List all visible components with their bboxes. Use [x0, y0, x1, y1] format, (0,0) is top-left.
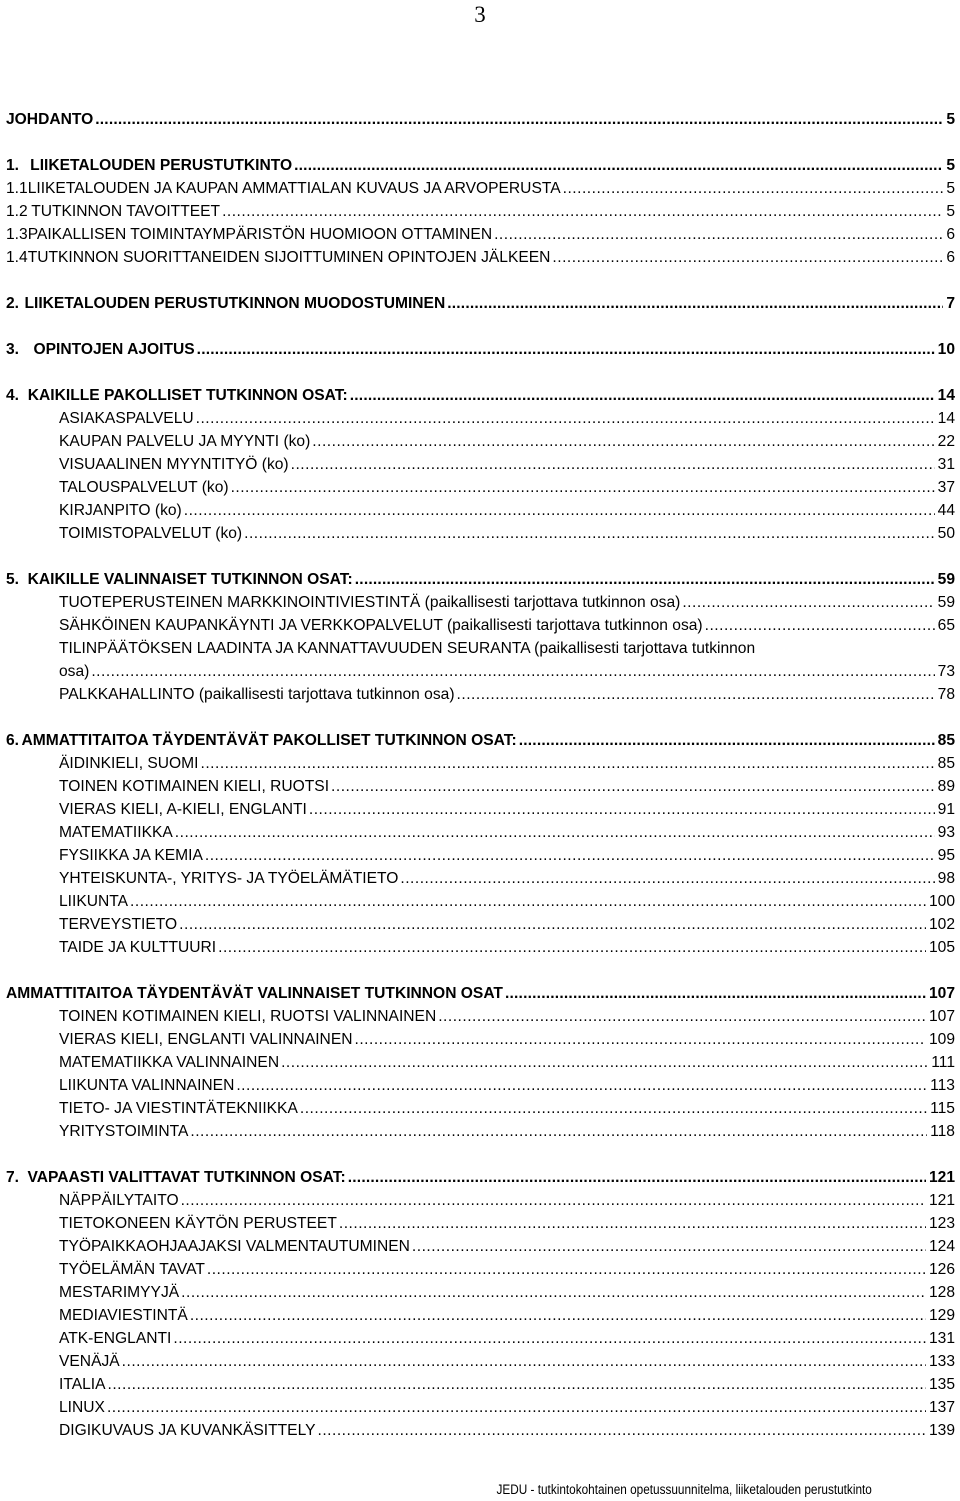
- toc-entry-page: 137: [928, 1399, 955, 1416]
- toc-leader-dots: [218, 937, 926, 959]
- toc-entry-title: TIETO- JA VIESTINTÄTEKNIIKKA: [59, 1100, 298, 1117]
- toc-entry-page: 78: [937, 686, 955, 703]
- toc-entry[interactable]: [59, 868, 955, 890]
- toc-entry[interactable]: [59, 1006, 955, 1028]
- toc-leader-dots: [354, 1029, 925, 1051]
- toc-entry-page: 10: [937, 341, 955, 358]
- toc-entry-title: TUTKINNON TAVOITTEET: [31, 203, 221, 220]
- toc-entry-page: 128: [928, 1284, 955, 1301]
- toc-entry-title: VAPAASTI VALITTAVAT TUTKINNON OSAT:: [27, 1169, 346, 1186]
- toc-leader-dots: [181, 1190, 926, 1212]
- toc-entry[interactable]: [59, 431, 955, 453]
- toc-entry-title: VIERAS KIELI, ENGLANTI VALINNAINEN: [59, 1031, 353, 1048]
- toc-entry-number: 7.: [6, 1169, 20, 1186]
- toc-leader-dots: [175, 822, 935, 844]
- page-number: 3: [474, 2, 486, 27]
- toc-entry-title: LINUX: [59, 1399, 105, 1416]
- toc-entry-title: TOIMISTOPALVELUT (ko): [59, 525, 243, 542]
- toc-entry[interactable]: [6, 293, 955, 315]
- toc-entry-number: 1.2: [6, 203, 28, 220]
- toc-entry-page: 121: [928, 1169, 955, 1186]
- toc-entry-title: ITALIA: [59, 1376, 106, 1393]
- toc-entry[interactable]: [6, 730, 955, 752]
- toc-entry-page: 85: [937, 755, 955, 772]
- toc-entry[interactable]: [6, 569, 955, 591]
- toc-leader-dots: [231, 477, 935, 499]
- toc-leader-dots: [236, 1075, 927, 1097]
- toc-entry-page: 93: [937, 824, 955, 841]
- toc-entry-title: TYÖPAIKKAOHJAAJAKSI VALMENTAUTUMINEN: [59, 1238, 410, 1255]
- toc-entry-title: osa): [59, 663, 90, 680]
- toc-entry-number: 6.: [6, 732, 20, 749]
- toc-leader-dots: [505, 983, 926, 1005]
- toc-leader-dots: [400, 868, 934, 890]
- toc-entry-page: 6: [946, 249, 955, 266]
- toc-leader-dots: [244, 523, 935, 545]
- toc-leader-dots: [281, 1052, 928, 1074]
- toc-leader-dots: [197, 339, 935, 361]
- toc-entry[interactable]: [59, 615, 955, 637]
- toc-leader-dots: [184, 500, 935, 522]
- toc-entry-title: TAIDE JA KULTTUURI: [59, 939, 217, 956]
- toc-entry-page: 121: [928, 1192, 955, 1209]
- toc-entry[interactable]: [59, 1259, 955, 1281]
- toc-leader-dots: [173, 1328, 926, 1350]
- toc-leader-dots: [519, 730, 935, 752]
- toc-entry-title: VENÄJÄ: [59, 1353, 120, 1370]
- toc-leader-dots: [196, 408, 935, 430]
- toc-entry-title: TERVEYSTIETO: [59, 916, 178, 933]
- toc-leader-dots: [447, 293, 943, 315]
- toc-entry[interactable]: [59, 1420, 955, 1442]
- toc-leader-dots: [201, 753, 935, 775]
- toc-entry-page: 133: [928, 1353, 955, 1370]
- toc-entry[interactable]: [59, 937, 955, 959]
- toc-entry-title: MATEMATIIKKA: [59, 824, 173, 841]
- toc-entry[interactable]: [6, 155, 955, 177]
- toc-leader-dots: [108, 1374, 926, 1396]
- toc-entry[interactable]: [59, 661, 955, 683]
- toc-leader-dots: [222, 201, 943, 223]
- toc-entry[interactable]: [59, 1121, 955, 1143]
- toc-entry-page: 111: [931, 1054, 955, 1071]
- toc-leader-dots: [291, 454, 935, 476]
- toc-leader-dots: [294, 155, 943, 177]
- toc-entry-title: YRITYSTOIMINTA: [59, 1123, 189, 1140]
- toc-entry[interactable]: [59, 776, 955, 798]
- toc-entry[interactable]: [59, 408, 955, 430]
- toc-entry-title: KAUPAN PALVELU JA MYYNTI (ko): [59, 433, 311, 450]
- toc-entry-page: 6: [946, 226, 955, 243]
- toc-entry[interactable]: [59, 914, 955, 936]
- toc-leader-dots: [190, 1305, 926, 1327]
- toc-leader-dots: [122, 1351, 926, 1373]
- toc-entry-page: 102: [928, 916, 955, 933]
- toc-entry[interactable]: [59, 592, 955, 614]
- toc-entry-title: OPINTOJEN AJOITUS: [33, 341, 195, 358]
- toc-entry-page: 107: [928, 985, 955, 1002]
- toc-entry[interactable]: [59, 1236, 955, 1258]
- toc-entry[interactable]: [59, 1213, 955, 1235]
- toc-leader-dots: [181, 1282, 926, 1304]
- toc-entry[interactable]: [59, 684, 955, 706]
- toc-leader-dots: [107, 1397, 926, 1419]
- toc-leader-dots: [457, 684, 935, 706]
- toc-entry-page: 98: [937, 870, 955, 887]
- toc-entry-page: 89: [937, 778, 955, 795]
- toc-entry-page: 31: [937, 456, 955, 473]
- toc-entry-title: PALKKAHALLINTO (paikallisesti tarjottava tutkinnon osa): [59, 686, 455, 703]
- toc-entry-page: 65: [937, 617, 955, 634]
- toc-entry-page: 5: [946, 111, 955, 128]
- toc-entry-title: VISUAALINEN MYYNTITYÖ (ko): [59, 456, 289, 473]
- toc-entry-page: 126: [928, 1261, 955, 1278]
- toc-entry[interactable]: [6, 983, 955, 1005]
- toc-entry-page: 139: [928, 1422, 955, 1439]
- toc-entry[interactable]: [6, 178, 955, 200]
- toc-entry-title: LIIKETALOUDEN PERUSTUTKINTO: [30, 157, 293, 174]
- toc-entry-page: 14: [937, 410, 955, 427]
- toc-leader-dots: [312, 431, 934, 453]
- toc-entry-title: ASIAKASPALVELU: [59, 410, 194, 427]
- toc-entry[interactable]: [6, 109, 955, 131]
- toc-entry-title: LIIKETALOUDEN PERUSTUTKINNON MUODOSTUMINEN: [24, 295, 446, 312]
- toc-leader-dots: [350, 385, 935, 407]
- toc-entry-page: 131: [928, 1330, 955, 1347]
- footer-text: JEDU - tutkintokohtainen opetussuunnitelma, liiketalouden perustutkinto: [496, 1482, 872, 1497]
- toc-entry-title: MEDIAVIESTINTÄ: [59, 1307, 188, 1324]
- toc-entry-title: KAIKILLE VALINNAISET TUTKINNON OSAT:: [27, 571, 353, 588]
- toc-entry-title-line1: TILINPÄÄTÖKSEN LAADINTA JA KANNATTAVUUDEN SEURANTA (paikallisesti tarjottava tutkinnon: [59, 640, 756, 657]
- toc-entry-page: 7: [946, 295, 955, 312]
- toc-entry-page: 95: [937, 847, 955, 864]
- toc-leader-dots: [438, 1006, 926, 1028]
- toc-entry[interactable]: [59, 1098, 955, 1120]
- toc-entry-page: 5: [946, 203, 955, 220]
- toc-entry-page: 5: [946, 157, 955, 174]
- toc-leader-dots: [300, 1098, 927, 1120]
- toc-entry-title: TOINEN KOTIMAINEN KIELI, RUOTSI: [59, 778, 330, 795]
- toc-entry-number: 1.: [6, 157, 20, 174]
- toc-entry-title: LIIKUNTA VALINNAINEN: [59, 1077, 235, 1094]
- toc-entry[interactable]: [59, 822, 955, 844]
- toc-entry[interactable]: [59, 523, 955, 545]
- toc-entry-page: 91: [937, 801, 955, 818]
- toc-entry-number: 3.: [6, 341, 20, 358]
- toc-entry-page: 135: [928, 1376, 955, 1393]
- toc-entry-title: TUOTEPERUSTEINEN MARKKINOINTIVIESTINTÄ (paikallisesti tarjottava tutkinnon osa): [59, 594, 681, 611]
- toc-entry-page: 44: [937, 502, 955, 519]
- toc-entry-page: 107: [928, 1008, 955, 1025]
- toc-entry-page: 129: [928, 1307, 955, 1324]
- toc-entry-title: AMMATTITAITOA TÄYDENTÄVÄT VALINNAISET TUTKINNON OSAT: [6, 985, 503, 1002]
- toc-entry-title: VIERAS KIELI, A-KIELI, ENGLANTI: [59, 801, 307, 818]
- toc-entry[interactable]: [59, 1075, 955, 1097]
- toc-leader-dots: [207, 1259, 926, 1281]
- toc-entry-page: 115: [930, 1100, 955, 1117]
- toc-entry-title: FYSIIKKA JA KEMIA: [59, 847, 203, 864]
- toc-entry-title: TIETOKONEEN KÄYTÖN PERUSTEET: [59, 1215, 337, 1232]
- toc-entry-number: 4.: [6, 387, 20, 404]
- toc-entry-title: SÄHKÖINEN KAUPANKÄYNTI JA VERKKOPALVELUT (paikallisesti tarjottava tutkinnon osa): [59, 617, 703, 634]
- toc-entry-title: MATEMATIIKKA VALINNAINEN: [59, 1054, 280, 1071]
- toc-entry[interactable]: [59, 500, 955, 522]
- toc-entry[interactable]: [6, 201, 955, 223]
- toc-entry-title: TALOUSPALVELUT (ko): [59, 479, 229, 496]
- toc-leader-dots: [190, 1121, 927, 1143]
- toc-leader-dots: [494, 224, 943, 246]
- toc-entry-title: LIIKETALOUDEN JA KAUPAN AMMATTIALAN KUVAUS JA ARVOPERUSTA: [27, 180, 561, 197]
- toc-entry-page: 5: [946, 180, 955, 197]
- toc-leader-dots: [682, 592, 934, 614]
- toc-entry[interactable]: [6, 1167, 955, 1189]
- toc-leader-dots: [331, 776, 935, 798]
- toc-entry-number: 1.1: [6, 180, 28, 197]
- toc-entry[interactable]: [59, 1305, 955, 1327]
- toc-entry-title: MESTARIMYYJÄ: [59, 1284, 180, 1301]
- toc-entry-number: 5.: [6, 571, 20, 588]
- toc-leader-dots: [309, 799, 935, 821]
- toc-entry[interactable]: [59, 477, 955, 499]
- toc-entry-page: 14: [937, 387, 955, 404]
- toc-entry-page: 50: [937, 525, 955, 542]
- toc-entry[interactable]: [59, 753, 955, 775]
- toc-leader-dots: [179, 914, 926, 936]
- toc-entry-title: TOINEN KOTIMAINEN KIELI, RUOTSI VALINNAINEN: [59, 1008, 437, 1025]
- toc-entry-title: ATK-ENGLANTI: [59, 1330, 172, 1347]
- toc-entry[interactable]: [59, 1351, 955, 1373]
- toc-entry[interactable]: [6, 247, 955, 269]
- toc-entry-page: 22: [937, 433, 955, 450]
- toc-entry-title: DIGIKUVAUS JA KUVANKÄSITTELY: [59, 1422, 316, 1439]
- toc-entry-title: NÄPPÄILYTAITO: [59, 1192, 179, 1209]
- toc-entry[interactable]: [6, 339, 955, 361]
- toc-leader-dots: [95, 109, 943, 131]
- toc-entry-page: 59: [937, 571, 955, 588]
- toc-entry-page: 113: [930, 1077, 955, 1094]
- toc-entry-number: 1.4: [6, 249, 28, 266]
- toc-entry[interactable]: [59, 1328, 955, 1350]
- toc-entry-title: LIIKUNTA: [59, 893, 129, 910]
- toc-entry-number: 1.3: [6, 226, 28, 243]
- toc-entry[interactable]: [59, 1374, 955, 1396]
- toc-entry[interactable]: [59, 454, 955, 476]
- toc-entry[interactable]: [59, 1190, 955, 1212]
- toc-entry-page: 118: [930, 1123, 955, 1140]
- toc-leader-dots: [563, 178, 944, 200]
- toc-leader-dots: [205, 845, 935, 867]
- toc-leader-dots: [318, 1420, 926, 1442]
- toc-entry[interactable]: [59, 1397, 955, 1419]
- toc-entry-title: TYÖELÄMÄN TAVAT: [59, 1261, 205, 1278]
- page-footer: [84, 1482, 929, 1497]
- toc-entry-title: AMMATTITAITOA TÄYDENTÄVÄT PAKOLLISET TUTKINNON OSAT:: [21, 732, 517, 749]
- toc-entry[interactable]: [59, 1029, 955, 1051]
- toc-entry-title: KIRJANPITO (ko): [59, 502, 182, 519]
- toc-entry[interactable]: [6, 385, 955, 407]
- toc-entry-page: 124: [928, 1238, 955, 1255]
- toc-leader-dots: [552, 247, 943, 269]
- toc-entry-page: 73: [937, 663, 955, 680]
- toc-entry-number: 2.: [6, 295, 20, 312]
- toc-entry[interactable]: [59, 799, 955, 821]
- toc-entry-page: 109: [928, 1031, 955, 1048]
- toc-leader-dots: [348, 1167, 926, 1189]
- toc-leader-dots: [412, 1236, 926, 1258]
- toc-entry-title: PAIKALLISEN TOIMINTAYMPÄRISTÖN HUOMIOON OTTAMINEN: [27, 226, 493, 243]
- toc-leader-dots: [705, 615, 935, 637]
- toc-entry-page: 37: [937, 479, 955, 496]
- toc-leader-dots: [339, 1213, 926, 1235]
- toc-entry[interactable]: [59, 1282, 955, 1304]
- toc-leader-dots: [355, 569, 935, 591]
- toc-entry-title: KAIKILLE PAKOLLISET TUTKINNON OSAT:: [27, 387, 348, 404]
- toc-entry-page: 59: [937, 594, 955, 611]
- toc-entry-title: JOHDANTO: [6, 111, 94, 128]
- toc-entry-page: 85: [937, 732, 955, 749]
- toc-entry[interactable]: [59, 845, 955, 867]
- toc-entry-title: TUTKINNON SUORITTANEIDEN SIJOITTUMINEN OPINTOJEN JÄLKEEN: [27, 249, 551, 266]
- toc-entry[interactable]: [6, 224, 955, 246]
- toc-entry-page: 123: [928, 1215, 955, 1232]
- toc-entry-title: ÄIDINKIELI, SUOMI: [59, 755, 199, 772]
- toc-entry-title: YHTEISKUNTA-, YRITYS- JA TYÖELÄMÄTIETO: [59, 870, 399, 887]
- toc-entry-page: 100: [928, 893, 955, 910]
- toc-entry-page: 105: [928, 939, 955, 956]
- toc-entry[interactable]: [59, 1052, 955, 1074]
- toc-entry[interactable]: [59, 891, 955, 913]
- toc-leader-dots: [91, 661, 934, 683]
- toc-leader-dots: [130, 891, 926, 913]
